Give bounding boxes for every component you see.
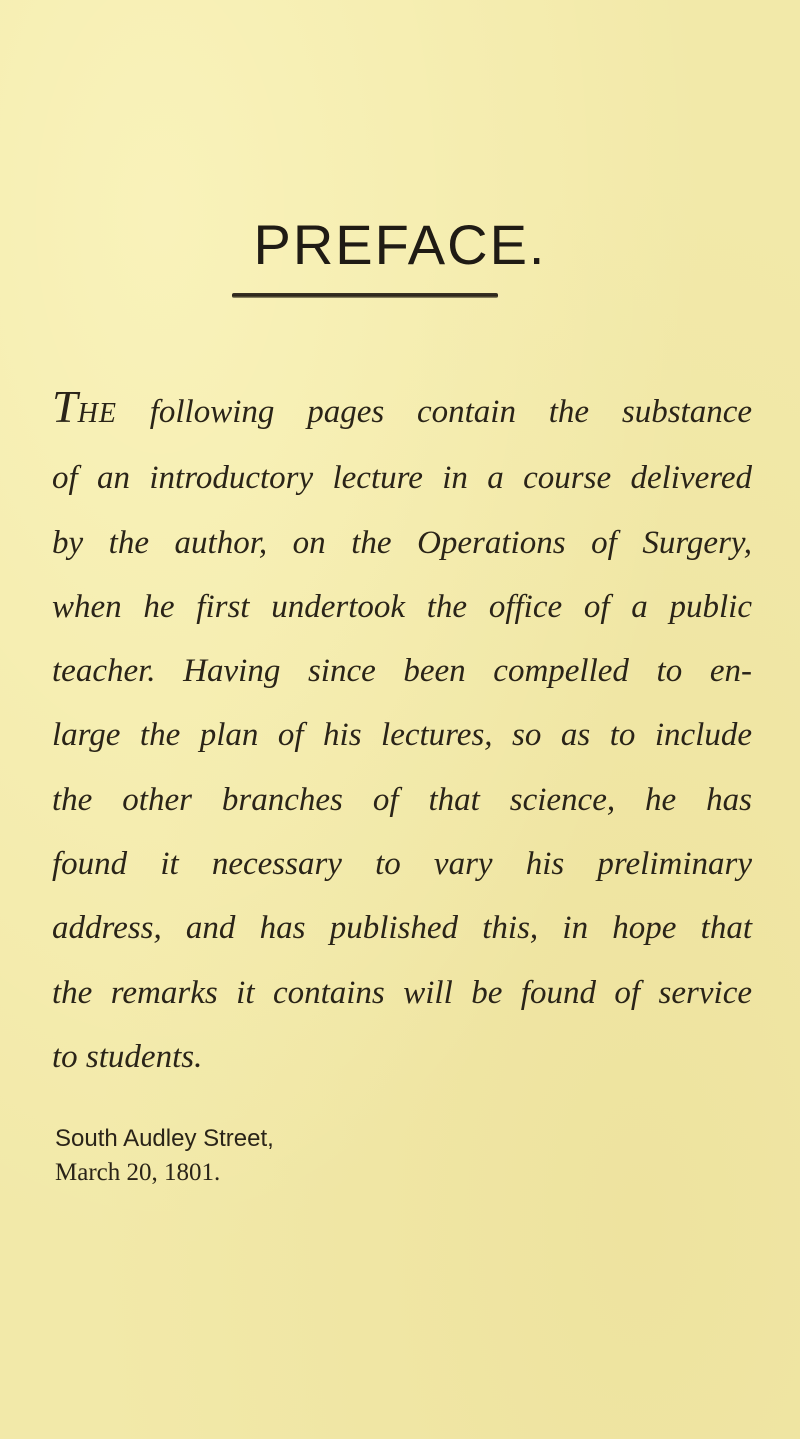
preface-line-9: address, and has published this, in hope that [52, 910, 752, 947]
signoff-date: March 20, 1801. [55, 1159, 221, 1186]
preface-line-11: to students. [52, 1038, 203, 1075]
preface-line-3: by the author, on the Operations of Surgery, [52, 524, 752, 561]
preface-line-1-text: following pages contain the substance [149, 394, 753, 430]
page-title: PREFACE. [253, 213, 547, 276]
preface-line-4: when he first undertook the office of a public [52, 588, 752, 625]
preface-line-6: large the plan of his lectures, so as to include [52, 717, 752, 754]
preface-line-1 [52, 375, 752, 446]
first-word-rest: HE [77, 398, 117, 429]
signoff-place: South Audley Street, [55, 1125, 274, 1152]
preface-body [52, 375, 752, 1089]
preface-line-5: teacher. Having since been compelled to en- [52, 653, 752, 690]
preface-line-7: the other branches of that science, he has [52, 781, 752, 818]
preface-line-8: found it necessary to vary his preliminary [52, 846, 752, 883]
preface-line-2: of an introductory lecture in a course delivered [52, 460, 752, 497]
title-rule [232, 293, 498, 298]
signoff [55, 1122, 274, 1190]
drop-cap: T [52, 381, 78, 432]
preface-line-10: the remarks it contains will be found of service [52, 974, 752, 1011]
